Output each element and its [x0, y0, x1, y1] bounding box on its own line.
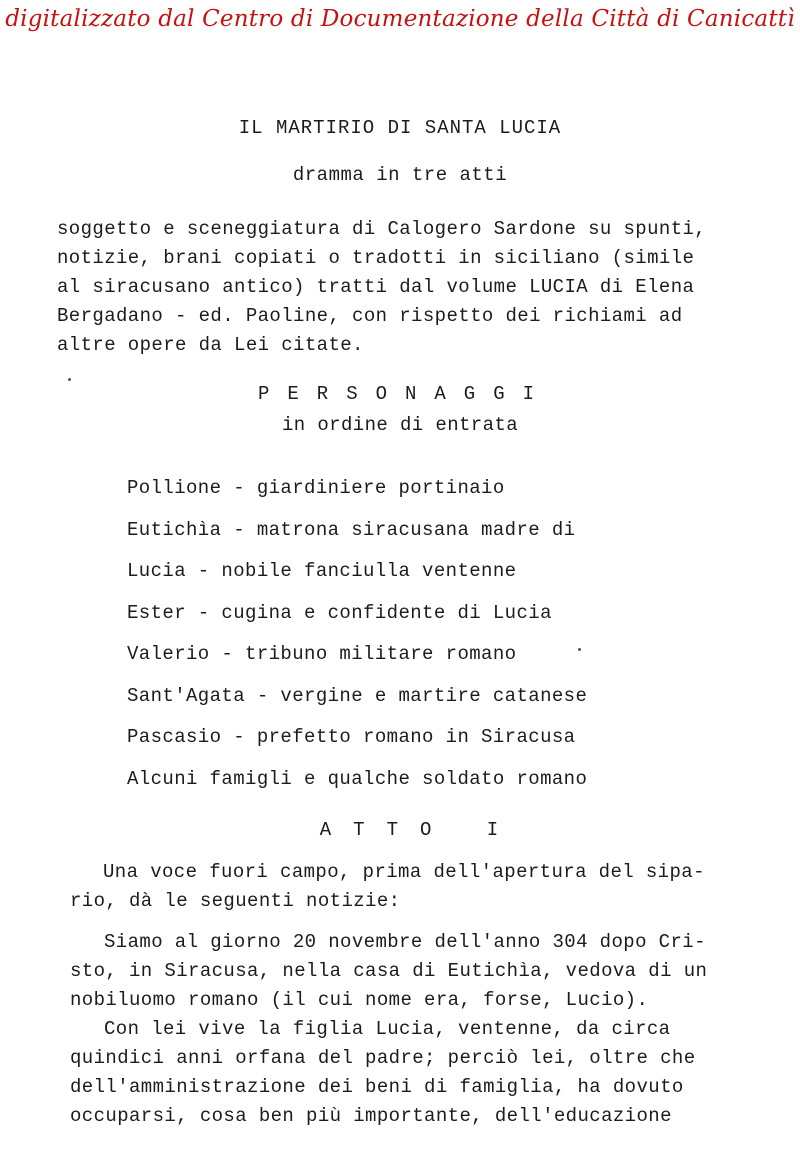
play-subtitle: dramma in tre atti: [292, 164, 508, 186]
character-item: Ester - cugina e confidente di Lucia: [127, 601, 552, 624]
intro-line: al siracusano antico) tratti dal volume LUCIA di Elena: [57, 276, 695, 298]
paper-speck: [578, 648, 581, 651]
intro-line: Bergadano - ed. Paoline, con rispetto dei richiami ad: [57, 305, 683, 327]
digitization-watermark: digitalizzato dal Centro di Documentazione della Città di Canicattì: [5, 6, 795, 32]
character-item: Lucia - nobile fanciulla ventenne: [127, 560, 517, 582]
character-item: Eutichìa - matrona siracusana madre di: [127, 518, 576, 541]
character-item: Alcuni famigli e qualche soldato romano: [127, 767, 588, 790]
paragraph-line: dell'amministrazione dei beni di famiglia, ha dovuto: [70, 1076, 684, 1098]
scene-description-paragraph: [70, 928, 780, 1131]
paragraph-line: occuparsi, cosa ben più importante, dell'educazione: [70, 1105, 672, 1127]
intro-line: soggetto e sceneggiatura di Calogero Sardone su spunti,: [57, 218, 707, 240]
play-title: IL MARTIRIO DI SANTA LUCIA: [238, 117, 562, 139]
character-item: Sant'Agata - vergine e martire catanese: [127, 684, 588, 707]
character-list: [127, 468, 767, 800]
intro-line: notizie, brani copiati o tradotti in siciliano (simile: [57, 247, 695, 269]
paragraph-line: quindici anni orfana del padre; perciò lei, oltre che: [70, 1047, 696, 1069]
character-item: Pascasio - prefetto romano in Siracusa: [127, 726, 576, 748]
paper-speck: [68, 378, 71, 381]
paragraph-line: Una voce fuori campo, prima dell'apertura del sipa-: [103, 861, 705, 883]
characters-heading: PERSONAGGI: [257, 383, 553, 405]
intro-paragraph: [57, 215, 777, 360]
characters-subheading: in ordine di entrata: [281, 414, 519, 436]
intro-line: altre opere da Lei citate.: [57, 334, 364, 356]
paragraph-line: Siamo al giorno 20 novembre dell'anno 304 dopo Cri-: [104, 931, 706, 953]
paragraph-line: Con lei vive la figlia Lucia, ventenne, da circa: [104, 1018, 671, 1040]
narrator-intro-paragraph: [70, 858, 783, 916]
act-heading: ATTO I: [319, 819, 521, 841]
paragraph-line: nobiluomo romano (il cui nome era, forse, Lucio).: [70, 989, 649, 1011]
paragraph-line: rio, dà le seguenti notizie:: [70, 890, 401, 912]
character-item: Valerio - tribuno militare romano: [127, 643, 517, 665]
paragraph-line: sto, in Siracusa, nella casa di Eutichìa, vedova di un: [70, 960, 708, 982]
character-item: Pollione - giardiniere portinaio: [127, 477, 505, 499]
